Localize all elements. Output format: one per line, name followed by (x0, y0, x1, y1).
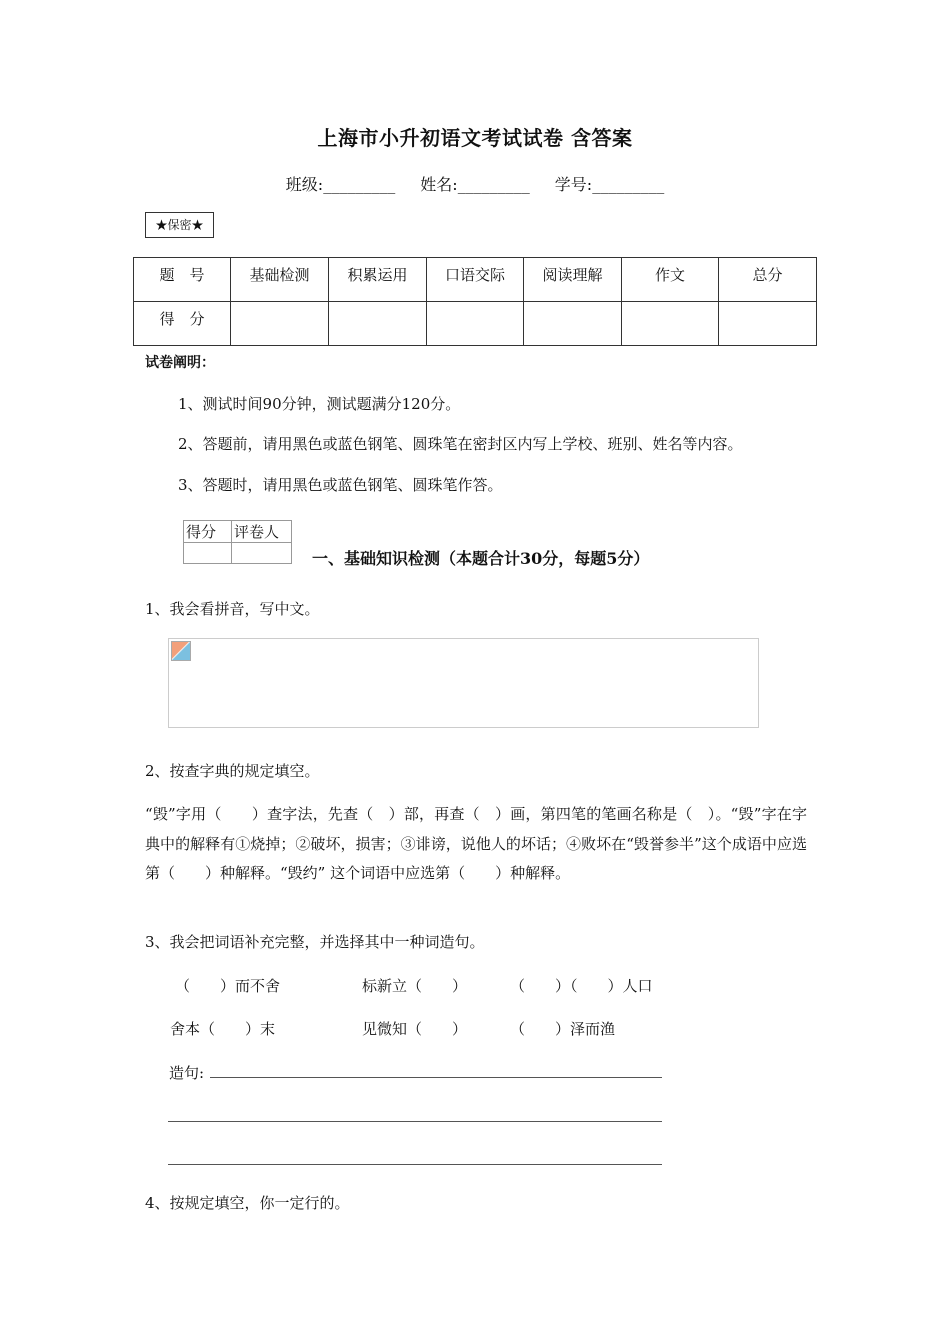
score-table-score-row (134, 302, 817, 346)
sentence-label: 造句: (169, 1064, 205, 1082)
grader-table (183, 520, 292, 564)
page-title: 上海市小升初语文考试试卷 含答案 (317, 126, 633, 150)
idiom-item: 见微知（ ） (362, 1020, 468, 1038)
class-field[interactable]: 班级:_________ (285, 175, 396, 194)
idiom-item: （ ）而不舍 (175, 977, 281, 995)
question-4: 4、按规定填空，你一定行的。 (145, 1194, 350, 1212)
score-cell[interactable] (427, 302, 524, 346)
question-2: 2、按查字典的规定填空。 (145, 762, 320, 780)
score-cell[interactable] (329, 302, 427, 346)
score-cell[interactable] (719, 302, 817, 346)
score-header-label: 题 号 (134, 258, 231, 302)
note-item: 3、答题时，请用黑色或蓝色钢笔、圆珠笔作答。 (178, 476, 503, 494)
grader-reviewer-cell[interactable] (232, 543, 292, 564)
note-item: 1、测试时间90分钟，测试题满分120分。 (178, 395, 461, 413)
section-heading: 一、基础知识检测（本题合计30分，每题5分） (312, 549, 650, 568)
question-3: 3、我会把词语补充完整，并选择其中一种词造句。 (145, 933, 485, 951)
notes-title: 试卷阐明： (145, 355, 215, 371)
grader-reviewer-label: 评卷人 (232, 521, 292, 543)
note-item: 2、答题前，请用黑色或蓝色钢笔、圆珠笔在密封区内写上学校、班别、姓名等内容。 (178, 435, 743, 453)
score-col-total: 总分 (719, 258, 817, 302)
idiom-item: 标新立（ ） (362, 977, 468, 995)
student-info (0, 172, 950, 195)
secret-badge: ★保密★ (145, 212, 214, 238)
score-col-essay: 作文 (622, 258, 719, 302)
answer-line[interactable] (210, 1077, 662, 1078)
name-field[interactable]: 姓名:_________ (420, 175, 530, 194)
pinyin-image (168, 638, 759, 728)
score-row-label: 得 分 (134, 302, 231, 346)
idiom-item: （ ）（ ）人口 (510, 977, 653, 995)
id-field[interactable]: 学号:_________ (554, 175, 665, 194)
score-col-accumulate: 积累运用 (329, 258, 427, 302)
score-col-reading: 阅读理解 (524, 258, 622, 302)
grader-score-cell[interactable] (184, 543, 232, 564)
answer-line[interactable] (168, 1164, 662, 1165)
score-table (133, 257, 817, 346)
score-cell[interactable] (524, 302, 622, 346)
score-table-header-row (134, 258, 817, 302)
question-1: 1、我会看拼音，写中文。 (145, 600, 320, 618)
score-col-basic: 基础检测 (231, 258, 329, 302)
question-2-body: “毁”字用（ ）查字法，先查（ ）部，再查（ ）画，第四笔的笔画名称是（ ）。“毁”字在字典中的解释有①烧掉；②破坏，损害；③诽谤，说他人的坏话；④败坏在“毁誉参半”这个成语中应选第（ ）种解释。“毁约” 这个词语中应选第（ ）种解释。 (145, 805, 807, 882)
grader-score-label: 得分 (184, 521, 232, 543)
score-cell[interactable] (231, 302, 329, 346)
idiom-item: 舍本（ ）末 (170, 1020, 276, 1038)
answer-line[interactable] (168, 1121, 662, 1122)
broken-image-icon (171, 641, 191, 661)
score-col-oral: 口语交际 (427, 258, 524, 302)
score-cell[interactable] (622, 302, 719, 346)
idiom-item: （ ）泽而渔 (510, 1020, 616, 1038)
